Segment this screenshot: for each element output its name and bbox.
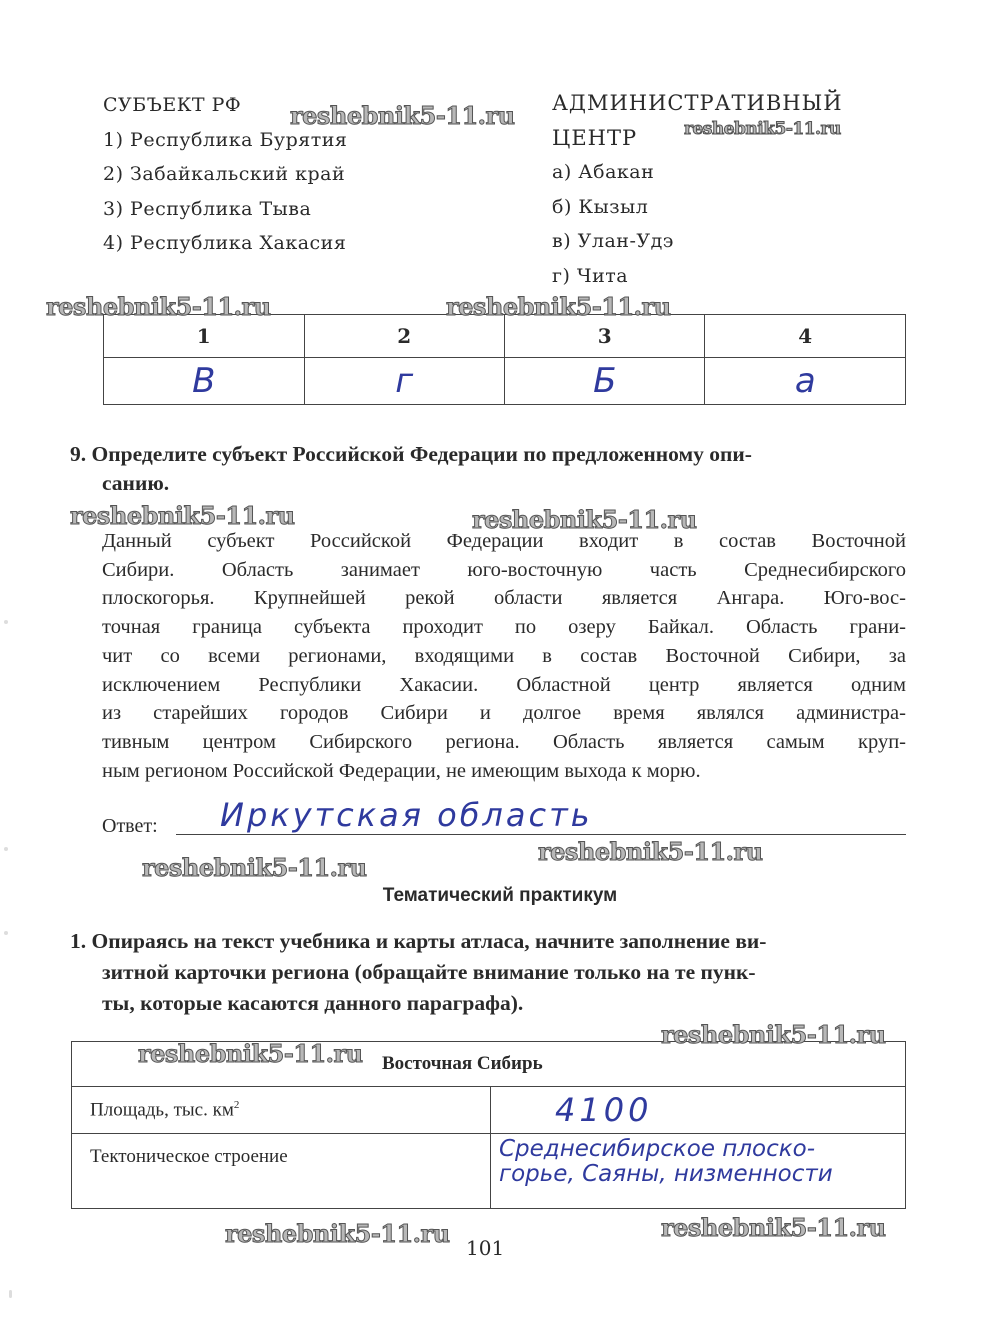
center-list [552,86,843,293]
watermark: reshebnik5-11.ru [225,1219,450,1248]
scan-speck [4,931,8,935]
center-item: а) Абакан [552,161,655,183]
task-1-title [70,926,920,1019]
answer-underline [176,834,906,835]
tectonics-value-line2: горье, Саяны, низменности [499,1161,833,1187]
table-header-cell: 1 [104,315,305,358]
answer-cell[interactable]: В [104,358,305,405]
table-header-cell: 2 [304,315,504,358]
area-label-superscript: 2 [233,1098,240,1111]
area-label: Площадь, тыс. км [90,1099,234,1121]
paragraph-line: исключением Республики Хакасии. Областной центр является одним [102,673,906,696]
answer-label: Ответ: [102,815,158,837]
center-item: в) Улан-Удэ [552,230,674,252]
paragraph-line: Данный субъект Российской Федерации входит в состав Восточной [102,530,906,552]
center-header-line2: ЦЕНТР [552,125,638,150]
task-1-title-line3: ты, которые касаются данного параграфа). [102,991,524,1015]
matching-answer-table [103,314,906,405]
task-1-title-line1: 1. Опираясь на текст учебника и карты атласа, начните заполнение ви- [70,929,767,953]
watermark: reshebnik5-11.ru [661,1213,886,1242]
subject-item: 3) Республика Тыва [103,197,312,220]
paragraph-line: тивным центром Сибирского региона. Область является самым круп- [102,730,906,753]
watermark: reshebnik5-11.ru [138,1039,363,1068]
answer-cell[interactable]: Б [504,358,705,405]
watermark: reshebnik5-11.ru [290,101,515,130]
question-9-title-line2: санию. [102,471,170,495]
subject-header: СУБЪЕКТ РФ [103,94,242,116]
area-value: 4100 [555,1091,653,1129]
card-value-area[interactable] [491,1087,906,1134]
answer-field[interactable]: Иркутская область [220,796,593,834]
watermark: reshebnik5-11.ru [661,1020,886,1049]
paragraph-line: плоскогорья. Крупнейшей рекой области является Ангара. Юго-вос- [102,587,906,610]
page-number: 101 [466,1236,505,1260]
card-label-area [72,1087,491,1134]
watermark: reshebnik5-11.ru [684,119,841,139]
watermark: reshebnik5-11.ru [46,292,271,321]
watermark: reshebnik5-11.ru [70,501,295,530]
tectonics-value-line1: Среднесибирское плоско- [499,1136,816,1162]
center-item: б) Кызыл [552,195,649,218]
paragraph-line: ным регионом Российской Федерации, не имеющим выхода к морю. [102,759,701,782]
watermark: reshebnik5-11.ru [538,837,763,866]
paragraph-line: Сибири. Область занимает юго-восточную часть Среднесибирского [102,558,906,581]
task-1-title-line2: зитной карточки региона (обращайте внимание только на те пунк- [102,960,756,984]
scan-speck [4,847,8,851]
answer-cell[interactable]: а [705,358,906,405]
tectonics-label: Тектоническое строение [90,1146,288,1167]
scan-speck [4,620,8,624]
subject-item: 2) Забайкальский край [103,163,346,185]
scan-speck [9,1290,12,1298]
table-header-cell: 4 [705,315,906,358]
question-9-description [102,527,906,785]
card-header-text: Восточная Сибирь [382,1053,543,1074]
paragraph-line: из старейших городов Сибири и долгое время являлся администра- [102,702,906,725]
watermark: reshebnik5-11.ru [446,292,671,321]
center-item: г) Чита [552,264,629,287]
watermark: reshebnik5-11.ru [472,505,697,534]
answer-cell[interactable]: г [304,358,504,405]
center-header-line1: АДМИНИСТРАТИВНЫЙ [552,91,843,115]
paragraph-line: точная граница субъекта проходит по озеру Байкал. Область грани- [102,616,906,639]
section-title: Тематический практикум [382,885,618,906]
card-label-tectonics [72,1134,491,1209]
question-9-title [70,440,910,498]
watermark: reshebnik5-11.ru [142,853,367,882]
question-9-title-line1: 9. Определите субъект Российской Федерации по предложенному опи- [70,442,752,466]
paragraph-line: чит со всеми регионами, входящими в состав Восточной Сибири, за [102,644,906,667]
subject-item: 1) Республика Бурятия [103,128,348,151]
card-value-tectonics[interactable] [491,1134,906,1209]
subject-item: 4) Республика Хакасия [103,232,347,254]
table-header-cell: 3 [504,315,705,358]
